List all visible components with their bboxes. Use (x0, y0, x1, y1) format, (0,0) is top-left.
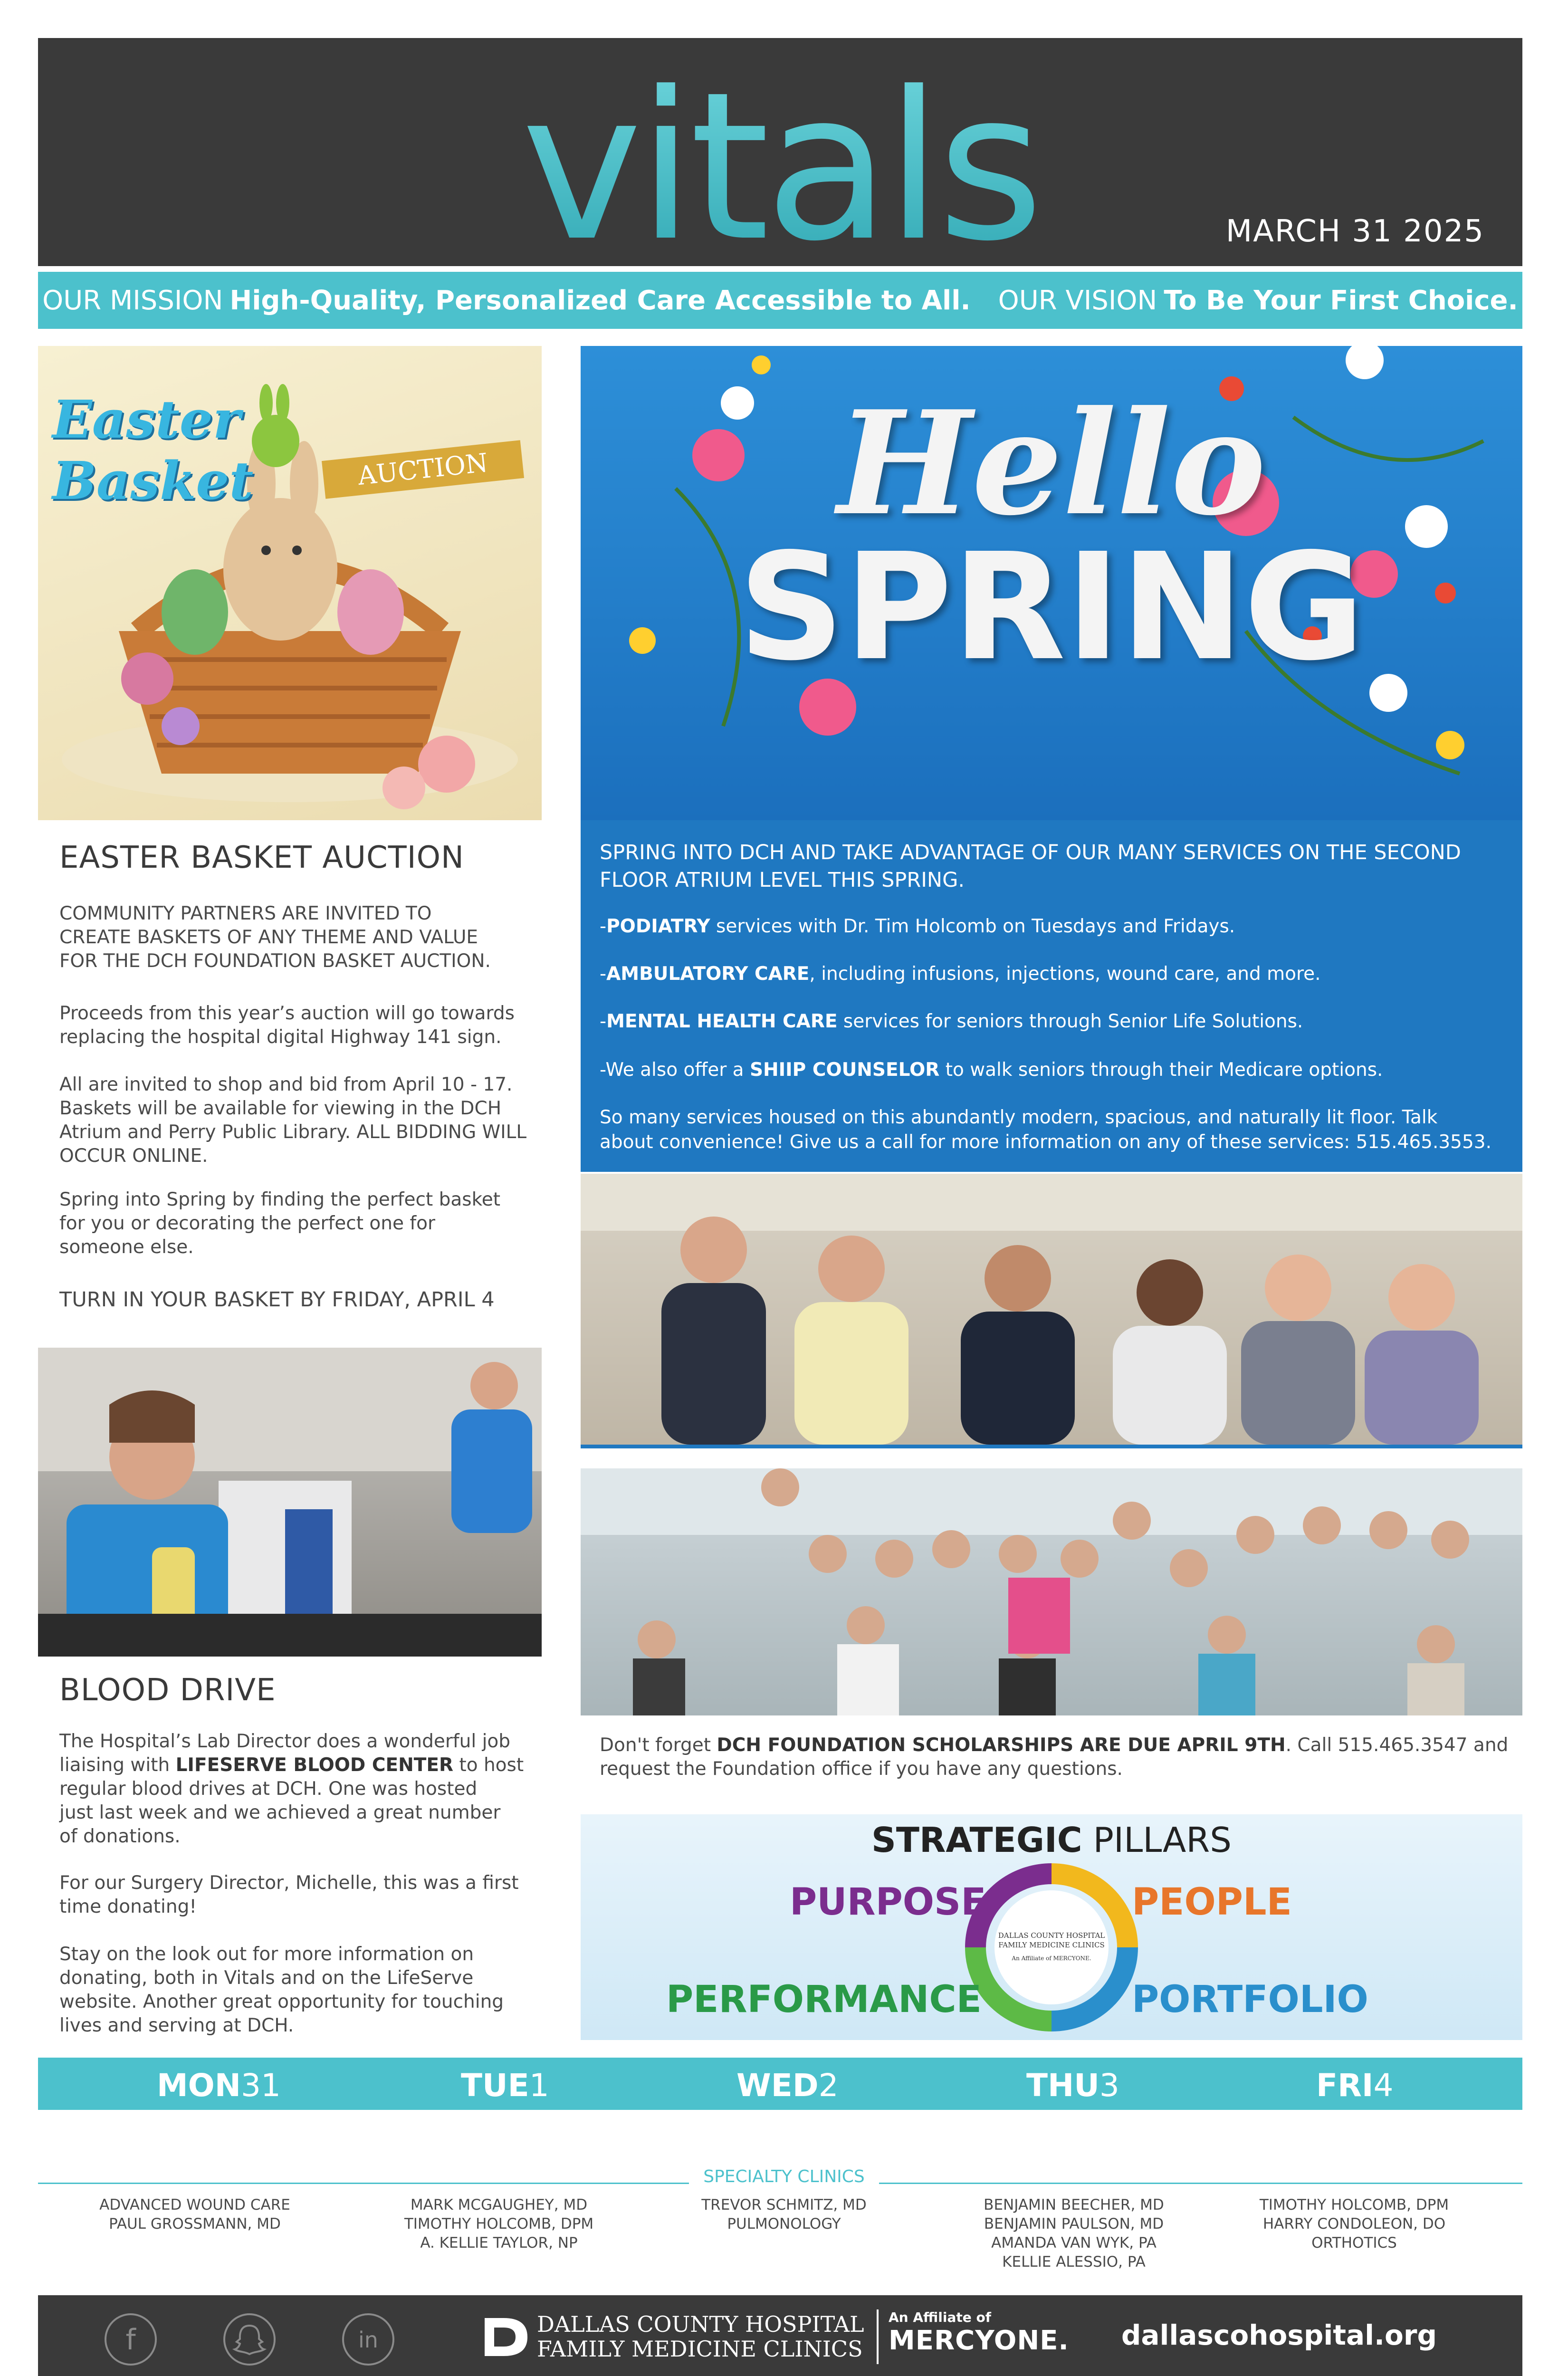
pillars-title-bold: STRATEGIC (871, 1820, 1082, 1860)
group-silhouettes (581, 1468, 1522, 1715)
day-number: 1 (529, 2067, 549, 2104)
day-number: 2 (818, 2067, 839, 2104)
lifeserve-name: LIFESERVE BLOOD CENTER (175, 1754, 454, 1776)
easter-paragraph-2 (59, 1073, 535, 1168)
text-line: lives and serving at DCH. (59, 2015, 294, 2036)
hospital-name (537, 2312, 864, 2361)
footer-bar (38, 2295, 1522, 2376)
week-days-bar (38, 2058, 1522, 2110)
service-name: AMBULATORY CARE (606, 963, 810, 985)
specialty-monday (62, 2195, 328, 2233)
text-line: The Hospital’s Lab Director does a wonderful job (59, 1731, 511, 1752)
service-detail: services with Dr. Tim Holcomb on Tuesdays and Fridays. (710, 916, 1235, 937)
text-line: time donating! (59, 1896, 197, 1917)
spring-intro-line-2: FLOOR ATRIUM LEVEL THIS SPRING. (600, 868, 965, 892)
specialty-line: BENJAMIN BEECHER, MD (984, 2196, 1164, 2213)
pillars-center-logo (994, 1931, 1109, 1963)
vision-text: To Be Your First Choice. (1164, 285, 1518, 316)
masthead (38, 38, 1522, 266)
specialty-line: PULMONOLOGY (727, 2215, 841, 2232)
text-line: Atrium and Perry Public Library. ALL BIDDING WILL (59, 1121, 527, 1143)
service-ambulatory (600, 962, 1502, 987)
text-line: replacing the hospital digital Highway 141 sign. (59, 1026, 502, 1048)
text-line: donating, both in Vitals and on the LifeServe (59, 1967, 474, 1989)
day-number: 31 (241, 2067, 281, 2104)
website-link[interactable]: dallascohospital.org (1121, 2319, 1437, 2351)
pillar-performance: PERFORMANCE (666, 1978, 982, 2021)
svg-text:f: f (125, 2323, 136, 2357)
specialty-line: ADVANCED WOUND CARE (99, 2196, 290, 2213)
day-monday (157, 2067, 281, 2104)
specialty-line: TIMOTHY HOLCOMB, DPM (1259, 2196, 1449, 2213)
blood-paragraph-2 (59, 1871, 535, 1919)
center-line-1: DALLAS COUNTY HOSPITAL (998, 1931, 1105, 1940)
service-detail: , including infusions, injections, wound care, and more. (809, 963, 1321, 985)
text-line: Spring into Spring by finding the perfect basket (59, 1189, 501, 1210)
easter-paragraph-1 (59, 1002, 535, 1049)
spring-closing-line-1: So many services housed on this abundantly modern, spacious, and naturally lit floor. Talk (600, 1107, 1438, 1128)
service-detail: to walk seniors through their Medicare options. (939, 1059, 1383, 1081)
text-line: For our Surgery Director, Michelle, this was a first (59, 1872, 519, 1894)
spring-services-panel (581, 820, 1522, 1172)
center-line-2: FAMILY MEDICINE CLINICS (998, 1941, 1105, 1949)
day-number: 4 (1373, 2067, 1394, 2104)
day-friday (1316, 2067, 1393, 2104)
specialty-line: AMANDA VAN WYK, PA (991, 2234, 1157, 2251)
blood-drive-scene (38, 1348, 542, 1657)
specialty-line: TIMOTHY HOLCOMB, DPM (404, 2215, 594, 2232)
blood-drive-photo (38, 1348, 542, 1657)
center-affiliate: An Affiliate of MERCYONE. (1012, 1955, 1091, 1962)
text-line: OCCUR ONLINE. (59, 1145, 208, 1167)
text-line: regular blood drives at DCH. One was hosted (59, 1778, 478, 1800)
day-name: THU (1026, 2067, 1100, 2104)
specialty-line: MARK MCGAUGHEY, MD (410, 2196, 588, 2213)
mission-bar (38, 272, 1522, 329)
scholarship-note (600, 1734, 1517, 1781)
day-thursday (1026, 2067, 1119, 2104)
day-wednesday (736, 2067, 839, 2104)
day-name: FRI (1316, 2067, 1374, 2104)
day-name: TUE (461, 2067, 529, 2104)
dch-logo-icon (480, 2313, 532, 2361)
specialty-line: PAUL GROSSMANN, MD (109, 2215, 281, 2232)
text-line: for you or decorating the perfect one for (59, 1213, 435, 1234)
text-line (59, 1753, 535, 1777)
spring-closing-line-2: about convenience! Give us a call for more information on any of these services: 515.465.3553. (600, 1131, 1492, 1153)
hospital-line-1: DALLAS COUNTY HOSPITAL (537, 2311, 864, 2337)
scholarship-line-2: request the Foundation office if you have any questions. (600, 1758, 1123, 1780)
hospital-line-2: FAMILY MEDICINE CLINICS (537, 2336, 863, 2362)
strategic-pillars-graphic (581, 1814, 1522, 2040)
day-tuesday (461, 2067, 549, 2104)
blood-drive-heading: BLOOD DRIVE (59, 1673, 276, 1708)
day-name: MON (157, 2067, 241, 2104)
pillar-purpose: PURPOSE (790, 1881, 986, 1924)
service-prefix: - (600, 963, 607, 985)
mission-text: High-Quality, Personalized Care Accessible to All. (229, 285, 971, 316)
easter-title-word2: Basket (52, 450, 254, 511)
specialty-tuesday (366, 2195, 632, 2252)
text-fragment: to host (453, 1754, 524, 1776)
easter-lead (59, 902, 535, 973)
auction-ribbon: AUCTION (322, 440, 524, 498)
affiliate-block (889, 2309, 1069, 2356)
day-name: WED (736, 2067, 819, 2104)
issue-date: MARCH 31 2025 (1225, 214, 1484, 249)
facebook-icon[interactable] (105, 2313, 157, 2366)
mission-label: OUR MISSION (42, 285, 223, 316)
easter-basket-graphic (38, 346, 542, 820)
text-line: Baskets will be available for viewing in the DCH (59, 1098, 502, 1119)
blood-paragraph-1 (59, 1730, 535, 1849)
pillar-people: PEOPLE (1132, 1881, 1292, 1924)
service-prefix: -We also offer a (600, 1059, 750, 1081)
service-name: MENTAL HEALTH CARE (606, 1011, 838, 1032)
text-line: FOR THE DCH FOUNDATION BASKET AUCTION. (59, 950, 491, 972)
pillars-title-rest: PILLARS (1082, 1820, 1232, 1860)
text-line: Stay on the look out for more information on (59, 1944, 474, 1965)
text-line: CREATE BASKETS OF ANY THEME AND VALUE (59, 927, 478, 948)
text-line: someone else. (59, 1236, 194, 1258)
specialty-thursday (941, 2195, 1207, 2271)
mercyone-logo: MERCYONE. (889, 2325, 1069, 2356)
service-shiip (600, 1058, 1502, 1083)
svg-text:in: in (358, 2327, 378, 2353)
specialty-line: HARRY CONDOLEON, DO (1262, 2215, 1446, 2232)
specialty-line: BENJAMIN PAULSON, MD (984, 2215, 1164, 2232)
hello-text: Hello (837, 379, 1266, 547)
service-name: SHIIP COUNSELOR (749, 1059, 940, 1081)
text-line: Proceeds from this year’s auction will go towards (59, 1003, 515, 1024)
text-line: COMMUNITY PARTNERS ARE INVITED TO (59, 903, 432, 924)
service-podiatry (600, 914, 1502, 939)
vision-label: OUR VISION (998, 285, 1157, 316)
vitals-wordmark: vitals (521, 48, 1039, 257)
affiliate-label: An Affiliate of (889, 2309, 991, 2325)
scholarship-post: . Call 515.465.3547 and (1285, 1734, 1509, 1756)
specialty-line: A. KELLIE TAYLOR, NP (420, 2234, 578, 2251)
day-number: 3 (1099, 2067, 1119, 2104)
text-fragment: liaising with (59, 1754, 176, 1776)
spring-intro-line-1: SPRING INTO DCH AND TAKE ADVANTAGE OF OUR MANY SERVICES ON THE SECOND (600, 841, 1461, 864)
hello-spring-graphic (581, 346, 1522, 820)
text-line: just last week and we achieved a great number (59, 1802, 501, 1823)
staff-silhouettes (581, 1174, 1522, 1445)
specialty-friday (1221, 2195, 1487, 2252)
specialty-line: TREVOR SCHMITZ, MD (701, 2196, 867, 2213)
easter-title-word1: Easter (52, 389, 240, 450)
footer-divider (877, 2309, 879, 2364)
specialty-wednesday (651, 2195, 917, 2233)
specialty-line: KELLIE ALESSIO, PA (1002, 2253, 1146, 2271)
blood-paragraph-3 (59, 1943, 535, 2038)
scholarship-line-1 (600, 1734, 1517, 1757)
easter-deadline: TURN IN YOUR BASKET BY FRIDAY, APRIL 4 (59, 1288, 495, 1312)
text-line: All are invited to shop and bid from April 10 - 17. (59, 1074, 513, 1095)
scholarship-pre: Don't forget (600, 1734, 717, 1756)
service-prefix: - (600, 916, 607, 937)
snapchat-icon[interactable] (223, 2313, 276, 2366)
pillar-portfolio: PORTFOLIO (1132, 1978, 1368, 2021)
easter-paragraph-3 (59, 1188, 535, 1259)
text-line: of donations. (59, 1826, 181, 1847)
spring-text: SPRING (738, 522, 1365, 693)
scholarship-deadline: DCH FOUNDATION SCHOLARSHIPS ARE DUE APRIL 9TH (717, 1734, 1286, 1756)
service-mental-health (600, 1009, 1502, 1034)
foundation-group-photo (581, 1468, 1522, 1715)
staff-group-photo (581, 1174, 1522, 1448)
text-line: website. Another great opportunity for touching (59, 1991, 504, 2012)
easter-heading: EASTER BASKET AUCTION (59, 840, 464, 875)
bunny-mascot-icon (242, 384, 309, 469)
specialty-clinics-title: SPECIALTY CLINICS (689, 2167, 879, 2186)
pillars-title (581, 1820, 1522, 1860)
service-name: PODIATRY (606, 916, 710, 937)
service-detail: services for seniors through Senior Life Solutions. (837, 1011, 1303, 1032)
linkedin-icon[interactable] (342, 2313, 394, 2366)
specialty-line: ORTHOTICS (1311, 2234, 1397, 2251)
service-prefix: - (600, 1011, 607, 1032)
